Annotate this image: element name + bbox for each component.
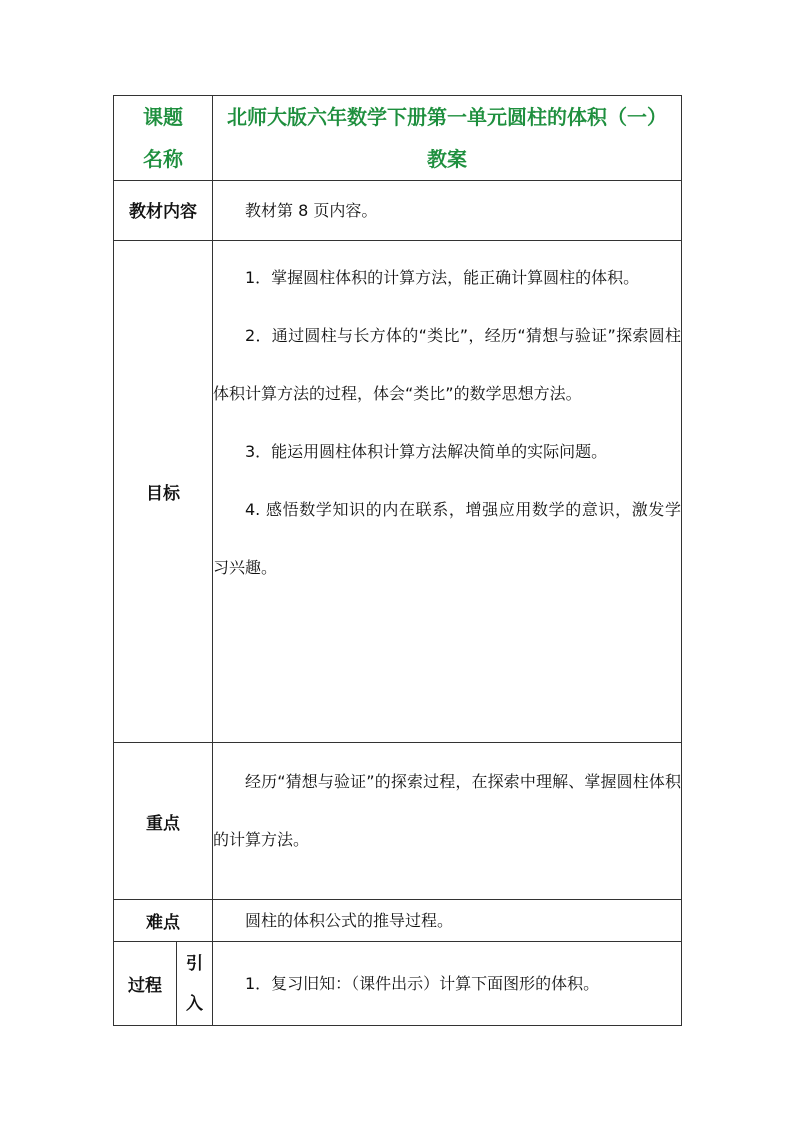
title-cell	[213, 96, 682, 181]
difficulty-text: 圆柱的体积公式的推导过程。	[245, 910, 454, 930]
page-title-line2: 教案	[427, 147, 467, 171]
objective-item: 4. 感悟数学知识的内在联系，增强应用数学的意识，激发学习兴趣。	[213, 500, 681, 577]
objectives-row	[114, 241, 682, 743]
title-label-line2: 名称	[143, 147, 183, 171]
materials-label: 教材内容	[114, 181, 213, 241]
process-sub-label-line1: 引	[186, 953, 203, 974]
process-sub-label	[177, 942, 213, 1026]
process-row	[114, 942, 682, 1026]
key-points-cell	[213, 743, 682, 900]
lesson-plan-table	[113, 95, 682, 1026]
difficulty-label: 难点	[114, 900, 213, 942]
process-sub-label-line2: 入	[186, 993, 203, 1014]
objective-item: 1．掌握圆柱体积的计算方法，能正确计算圆柱的体积。	[245, 268, 640, 287]
key-points-row	[114, 743, 682, 900]
process-label: 过程	[114, 942, 177, 1026]
key-points-label: 重点	[114, 743, 213, 900]
key-points-text: 经历“猜想与验证”的探索过程，在探索中理解、掌握圆柱体积的计算方法。	[213, 772, 681, 849]
objective-item: 3．能运用圆柱体积计算方法解决简单的实际问题。	[245, 442, 608, 461]
materials-cell	[213, 181, 682, 241]
objectives-cell	[213, 241, 682, 743]
title-row	[114, 96, 682, 181]
page-title: 北师大版六年数学下册第一单元圆柱的体积（一）	[227, 105, 667, 129]
difficulty-cell	[213, 900, 682, 942]
difficulty-row	[114, 900, 682, 942]
process-text: 1．复习旧知：（课件出示）计算下面图形的体积。	[245, 973, 600, 993]
objectives-label: 目标	[114, 241, 213, 743]
materials-text: 教材第 8 页内容。	[245, 201, 378, 220]
materials-row	[114, 181, 682, 241]
title-label-cell	[114, 96, 213, 181]
objective-item: 2．通过圆柱与长方体的“类比”，经历“猜想与验证”探索圆柱体积计算方法的过程，体会“类比”的数学思想方法。	[213, 326, 681, 403]
title-label-line1: 课题	[143, 105, 183, 129]
process-cell	[213, 942, 682, 1026]
